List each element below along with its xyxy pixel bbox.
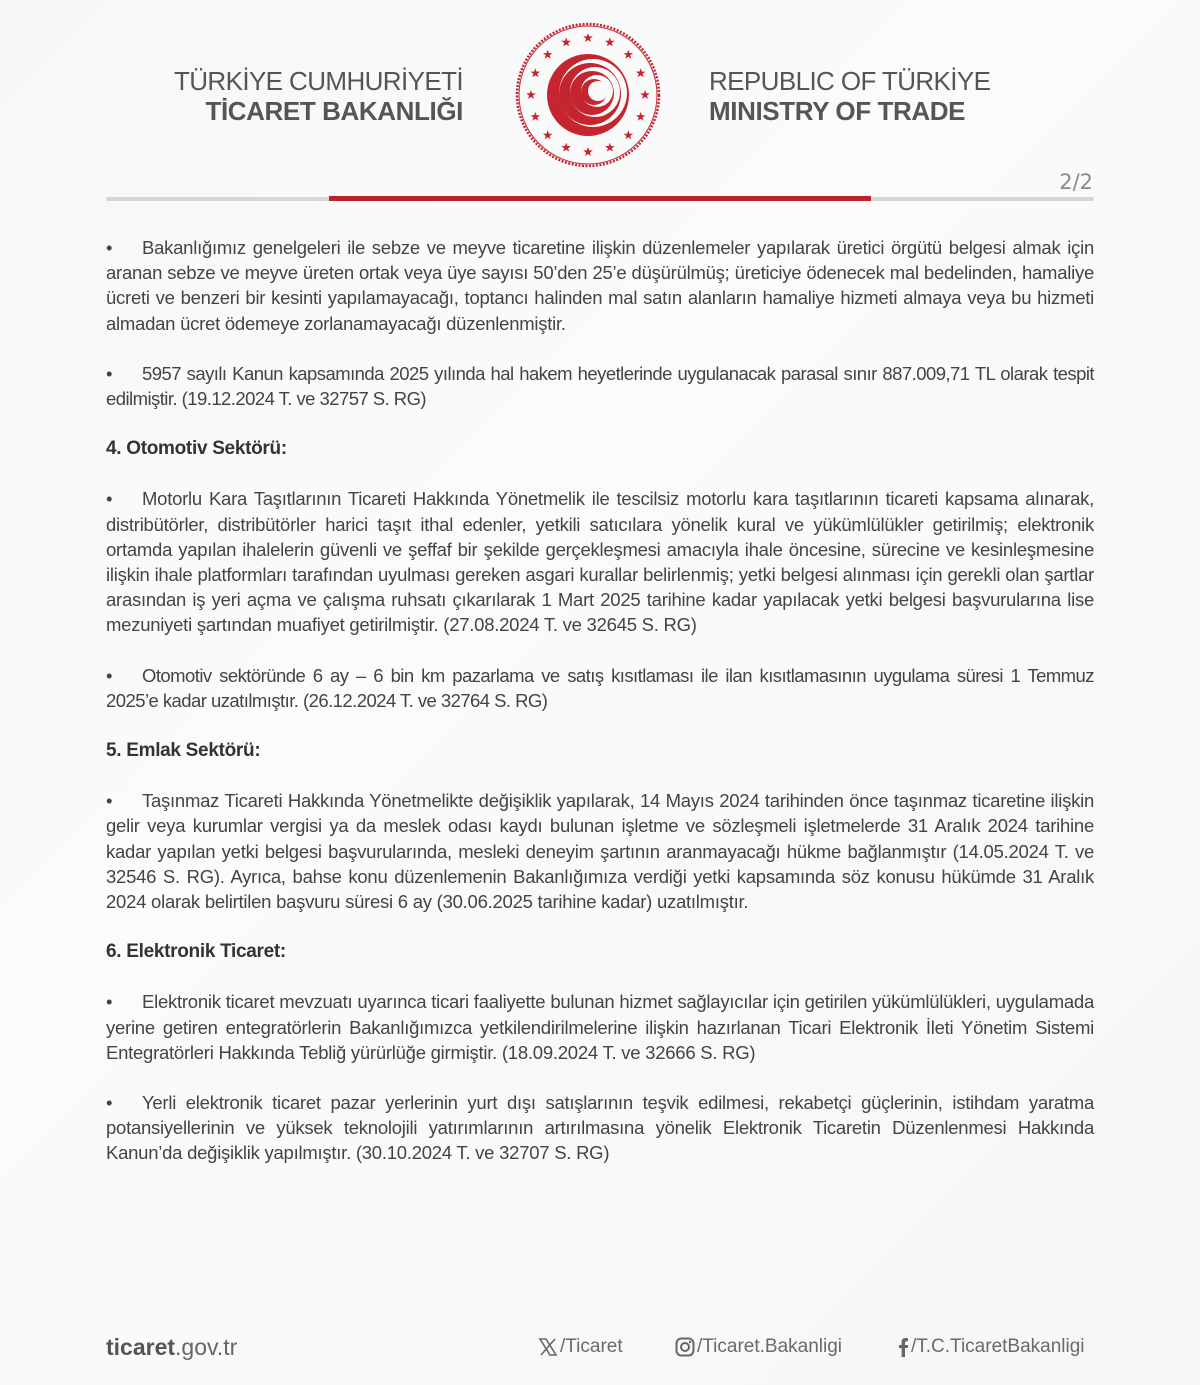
ministry-name-english — [709, 66, 990, 126]
emblem-star — [583, 147, 593, 156]
x-logo-icon — [538, 1338, 558, 1356]
country-name-en: REPUBLIC OF TÜRKİYE — [709, 66, 991, 96]
country-name-tr: TÜRKİYE CUMHURİYETİ — [173, 66, 463, 96]
paragraph-text: Elektronik ticaret mevzuatı uyarınca ticari faaliyette bulunan hizmet sağlayıcılar için getirilen yükümlülükleri, uygulamada yerine getiren entegratörlerin Bakanlığımızca yetkilendirilmelerine ilişkin hazırlanan Ticari Elektronik İleti Yönetim Sistemi Entegratörleri Hakkında Tebliğ yürürlüğe girmiştir. (18.09.2024 T. ve 32666 S. RG) — [106, 991, 1094, 1063]
facebook-icon — [897, 1337, 909, 1357]
paragraph-text: Bakanlığımız genelgeleri ile sebze ve meyve ticaretine ilişkin düzenlemeler yapılarak üretici örgütü belgesi almak için aranan sebze ve meyve üreten ortak veya üye sayısı 50’den 25’e düşürülmüş; üreticiye ödenecek mal bedelinden, hamaliye ücreti ve benzeri bir kesinti yapılamayacağı, toptancı halinden mal satın alanların hamaliye hizmeti almaya veya bu hizmeti almadan ücret ödemeye zorlanamayacağı düzenlenmiştir. — [106, 237, 1094, 334]
emblem-star — [605, 37, 615, 46]
paragraph-text: Yerli elektronik ticaret pazar yerlerinin yurt dışı satışlarının teşvik edilmesi, rekabetçi güçlerinin, istihdam yaratma potansiyellerinin ve yüksek teknolojili yatırımlarının artırılmasına yönelik Elektronik Ticaretin Düzenlenmesi Hakkında Kanun’da değişiklik yapılmıştır. (30.10.2024 T. ve 32707 S. RG) — [106, 1092, 1094, 1164]
bullet-paragraph — [106, 486, 1094, 637]
emblem-star — [543, 130, 553, 139]
emblem-star — [636, 68, 646, 77]
facebook-link[interactable] — [897, 1336, 1085, 1358]
emblem-star — [624, 130, 634, 139]
bullet: • — [106, 1092, 113, 1114]
emblem-star — [543, 50, 553, 59]
bullet: • — [106, 362, 112, 384]
emblem-star — [605, 143, 615, 152]
document-header — [0, 0, 1200, 200]
emblem-star — [640, 90, 650, 99]
section-heading-real-estate: 5. Emlak Sektörü: — [106, 740, 261, 762]
ministry-name-turkish — [174, 66, 463, 126]
instagram-link[interactable] — [675, 1336, 842, 1358]
document-footer — [0, 1330, 1200, 1370]
bullet-paragraph — [106, 235, 1094, 336]
website-domain: .gov.tr — [175, 1334, 238, 1360]
emblem-star — [531, 68, 541, 77]
bullet-paragraph — [106, 989, 1094, 1065]
x-handle: /Ticaret — [560, 1336, 623, 1357]
bullet-paragraph — [106, 663, 1094, 713]
bullet-paragraph — [106, 1090, 1094, 1166]
bullet-paragraph — [106, 361, 1094, 411]
paragraph-text: Otomotiv sektöründe 6 ay – 6 bin km pazarlama ve satış kısıtlaması ile ilan kısıtlamasının uygulama süresi 1 Temmuz 2025’e kadar uzatılmıştır. (26.12.2024 T. ve 32764 S. RG) — [106, 664, 1094, 711]
emblem-star — [526, 90, 536, 99]
emblem-star — [636, 112, 646, 121]
bullet-paragraph — [106, 788, 1094, 914]
paragraph-text: Motorlu Kara Taşıtlarının Ticareti Hakkında Yönetmelik ile tescilsiz motorlu kara taşıtlarının ticareti kapsama alınarak, distribütörler, distribütörler harici taşıt ithal edenler, yetkili satıcılara yönelik kural ve yükümlülükler getirilmiş; elektronik ortamda yapılan ihalelerin güvenli ve şeffaf bir şekilde gerçekleşmesi amacıyla ihale öncesine, sürecine ve kesinleşmesine ilişkin ihale platformları tarafından uyulması gereken asgari kurallar belirlenmiş; yetki belgesi alınması için gerekli olan şartlar arasından iş yeri açma ve çalışma ruhsatı çıkarılarak 1 Mart 2025 tarihine kadar yapılacak yetki belgesi başvurularına lise mezuniyeti şartından muafiyet getirilmiştir. (27.08.2024 T. ve 32645 S. RG) — [106, 488, 1094, 636]
instagram-icon — [675, 1337, 695, 1357]
ministry-emblem-icon — [513, 20, 663, 170]
bullet: • — [106, 991, 113, 1013]
section-heading-automotive: 4. Otomotiv Sektörü: — [106, 438, 287, 460]
ministry-name-en: MINISTRY OF TRADE — [709, 96, 966, 126]
document-body — [106, 235, 1094, 1166]
page-number: 2/2 — [1059, 170, 1093, 194]
website-link[interactable] — [106, 1334, 237, 1361]
emblem-star — [561, 143, 571, 152]
x-link[interactable] — [538, 1336, 623, 1358]
bullet: • — [106, 237, 113, 258]
section-heading-e-commerce: 6. Elektronik Ticaret: — [106, 941, 286, 963]
instagram-handle: /Ticaret.Bakanligi — [697, 1336, 843, 1357]
emblem-star — [561, 37, 571, 46]
website-bold: ticaret — [106, 1334, 176, 1360]
facebook-handle: /T.C.TicaretBakanligi — [911, 1336, 1085, 1357]
emblem-star — [531, 112, 541, 121]
paragraph-text: 5957 sayılı Kanun kapsamında 2025 yılında hal hakem heyetlerinde uygulanacak parasal sınır 887.009,71 TL olarak tespit edilmiştir. (19.12.2024 T. ve 32757 S. RG) — [106, 362, 1094, 410]
ministry-name-tr: TİCARET BAKANLIĞI — [205, 96, 463, 126]
emblem-star — [624, 50, 634, 59]
emblem-star — [583, 33, 593, 42]
paragraph-text: Taşınmaz Ticareti Hakkında Yönetmelikte değişiklik yapılarak, 14 Mayıs 2024 tarihinden önce taşınmaz ticaretine ilişkin gelir veya kurumlar vergisi ya da meslek odası kaydı bulunan işletme ve sözleşmeli işletmelerde 31 Aralık 2024 tarihine kadar yapılan yetki belgesi başvurularında, mesleki deneyim şartının aranmayacağı hükme bağlanmıştır (14.05.2024 T. ve 32546 S. RG). Ayrıca, bahse konu düzenlemenin Bakanlığımıza verdiği yetki kapsamında söz konusu hükümde 31 Aralık 2024 olarak belirtilen başvuru süresi 6 ay (30.06.2025 tarihine kadar) uzatılmıştır. — [106, 790, 1094, 913]
bullet: • — [106, 790, 113, 812]
bullet: • — [106, 664, 112, 686]
bullet: • — [106, 488, 113, 510]
header-divider-accent — [329, 196, 871, 201]
